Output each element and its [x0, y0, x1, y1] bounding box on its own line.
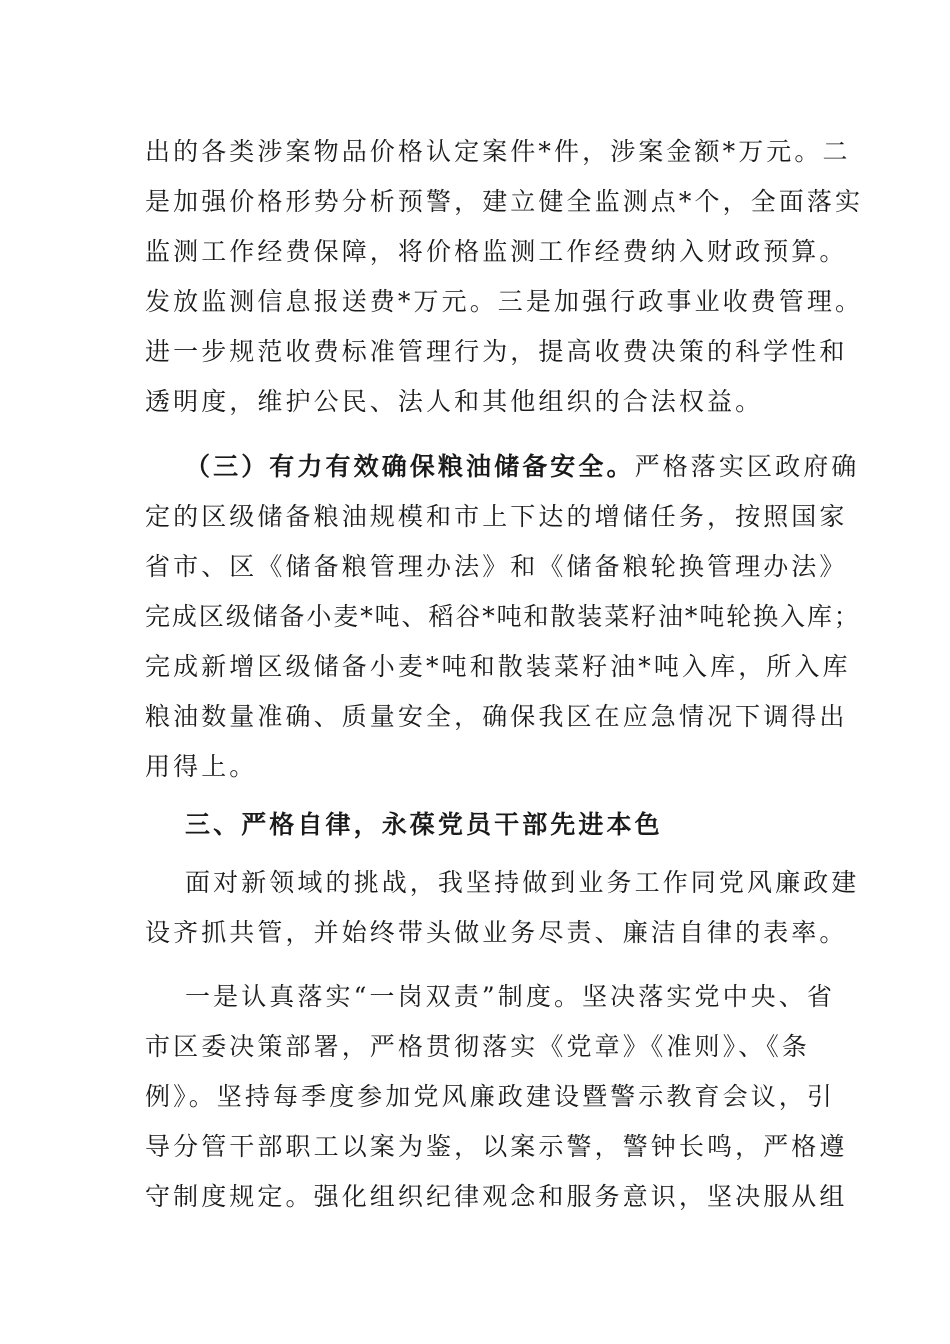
paragraph-line: 发放监测信息报送费*万元。三是加强行政事业收费管理。 [145, 287, 864, 316]
paragraph-line: 设齐抓共管，并始终带头做业务尽责、廉洁自律的表率。 [145, 918, 848, 947]
paragraph-line: 出的各类涉案物品价格认定案件*件，涉案金额*万元。二 [145, 137, 851, 166]
paragraph-first-line [185, 447, 860, 487]
paragraph-line: 完成新增区级储备小麦*吨和散装菜籽油*吨入库，所入库 [145, 652, 851, 681]
paragraph-line: 例》。坚持每季度参加党风廉政建设暨警示教育会议，引 [145, 1082, 836, 1111]
paragraph-line: 完成区级储备小麦*吨、稻谷*吨和散装菜籽油*吨轮换入库； [145, 602, 861, 631]
paragraph-line: 进一步规范收费标准管理行为，提高收费决策的科学性和 [145, 337, 848, 366]
paragraph-line: 是加强价格形势分析预警，建立健全监测点*个，全面落实 [145, 187, 864, 216]
paragraph-line: 导分管干部职工以案为鉴，以案示警，警钟长鸣，严格遵 [145, 1132, 848, 1161]
paragraph-text: 严格落实区政府确 [634, 452, 860, 481]
subsection-heading: （三）有力有效确保粮油储备安全。 [185, 452, 635, 481]
paragraph-line: 粮油数量准确、质量安全，确保我区在应急情况下调得出 [145, 702, 848, 731]
paragraph-line: 一是认真落实“一岗双责”制度。坚决落实党中央、省 [185, 982, 835, 1011]
paragraph-line: 透明度，维护公民、法人和其他组织的合法权益。 [145, 387, 764, 416]
paragraph-line: 面对新领域的挑战，我坚持做到业务工作同党风廉政建 [185, 868, 860, 897]
paragraph-line: 省市、区《储备粮管理办法》和《储备粮轮换管理办法》 [145, 552, 848, 581]
paragraph-line: 市区委决策部署，严格贯彻落实《党章》《准则》、《条 [145, 1032, 811, 1061]
paragraph-line: 守制度规定。强化组织纪律观念和服务意识，坚决服从组 [145, 1182, 848, 1211]
paragraph-line: 监测工作经费保障，将价格监测工作经费纳入财政预算。 [145, 237, 848, 266]
paragraph-line: 用得上。 [145, 752, 258, 781]
paragraph-line: 定的区级储备粮油规模和市上下达的增储任务，按照国家 [145, 502, 848, 531]
section-heading: 三、严格自律，永葆党员干部先进本色 [185, 810, 663, 839]
